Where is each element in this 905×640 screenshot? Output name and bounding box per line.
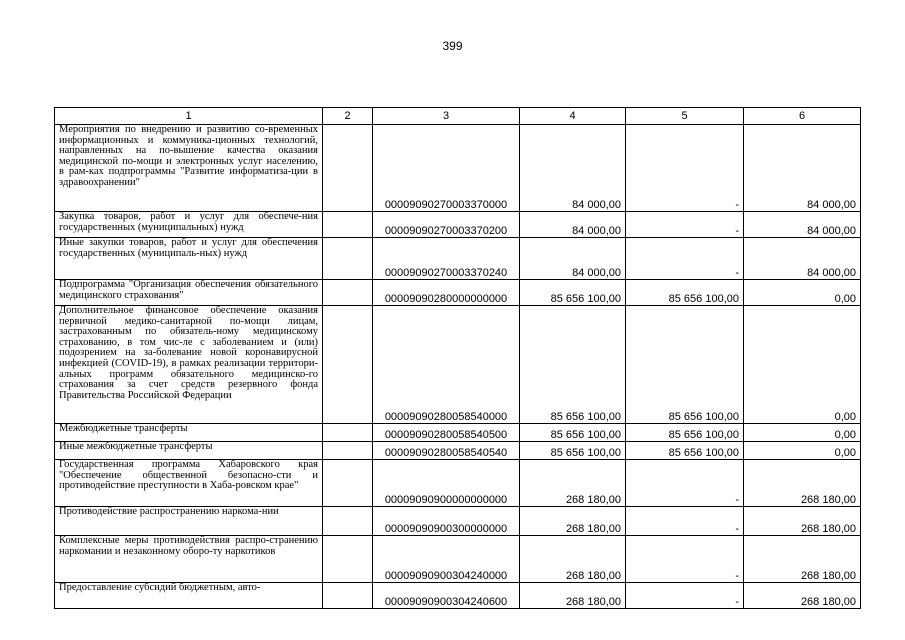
row-col6-cell: 0,00 xyxy=(744,280,861,306)
table-row xyxy=(55,424,861,442)
row-col5-cell: - xyxy=(626,238,744,280)
row-name-cell: Иные межбюджетные трансферты xyxy=(55,442,323,460)
column-header: 3 xyxy=(373,108,520,125)
table-row xyxy=(55,306,861,424)
row-col6-cell: 84 000,00 xyxy=(744,125,861,212)
column-header: 2 xyxy=(323,108,373,125)
row-col6-cell: 268 180,00 xyxy=(744,583,861,609)
row-code-cell: 00009090270003370200 xyxy=(373,212,520,238)
row-col6-cell: 0,00 xyxy=(744,424,861,442)
row-name-cell: Предоставление субсидий бюджетным, авто- xyxy=(55,583,323,609)
row-col5-cell: 85 656 100,00 xyxy=(626,280,744,306)
table-row xyxy=(55,460,861,507)
column-header: 1 xyxy=(55,108,323,125)
row-col4-cell: 85 656 100,00 xyxy=(520,442,626,460)
row-name-cell: Дополнительное финансовое обеспечение оказания первичной медико-санитарной по-мощи лицам, застрахованным по обязатель-ному медицинскому страхованию, в том чис-ле с заболеванием и (или) подозрением на за-болевание новой коронавирусной инфекцией (COVID-19), в рамках реализации территори-альных программ обязательного медицинско-го страхования за счет средств резервного фонда Правительства Российской Федерации xyxy=(55,306,323,424)
column-header: 5 xyxy=(626,108,744,125)
row-name-cell: Комплексные меры противодействия распро-странению наркомании и незаконному оборо-ту наркотиков xyxy=(55,536,323,583)
row-col5-cell: 85 656 100,00 xyxy=(626,442,744,460)
row-code-cell: 00009090280000000000 xyxy=(373,280,520,306)
row-col2-cell xyxy=(323,460,373,507)
row-col6-cell: 0,00 xyxy=(744,442,861,460)
row-code-cell: 00009090900000000000 xyxy=(373,460,520,507)
row-name-cell: Иные закупки товаров, работ и услуг для обеспечения государственных (муниципаль-ных) нужд xyxy=(55,238,323,280)
row-name-cell: Закупка товаров, работ и услуг для обеспече-ния государственных (муниципальных) нужд xyxy=(55,212,323,238)
row-name-cell: Подпрограмма "Организация обеспечения обязательного медицинского страхования" xyxy=(55,280,323,306)
row-code-cell: 00009090900300000000 xyxy=(373,507,520,536)
table-row xyxy=(55,442,861,460)
row-col4-cell: 85 656 100,00 xyxy=(520,306,626,424)
row-col2-cell xyxy=(323,442,373,460)
table-row xyxy=(55,583,861,609)
row-code-cell: 00009090900304240600 xyxy=(373,583,520,609)
row-col2-cell xyxy=(323,306,373,424)
table-body xyxy=(55,125,861,609)
row-col6-cell: 0,00 xyxy=(744,306,861,424)
budget-table xyxy=(54,107,861,609)
row-col5-cell: 85 656 100,00 xyxy=(626,424,744,442)
row-name-cell: Межбюджетные трансферты xyxy=(55,424,323,442)
row-col2-cell xyxy=(323,424,373,442)
table-row xyxy=(55,536,861,583)
table-row xyxy=(55,507,861,536)
row-col2-cell xyxy=(323,125,373,212)
row-col4-cell: 268 180,00 xyxy=(520,507,626,536)
row-col6-cell: 84 000,00 xyxy=(744,212,861,238)
row-col2-cell xyxy=(323,536,373,583)
page-number: 399 xyxy=(442,39,463,53)
table-header xyxy=(55,108,861,125)
row-name-cell: Мероприятия по внедрению и развитию со-временных информационных и коммуника-ционных технологий, направленных на по-вышение качества оказания медицинской по-мощи и электронных услуг населению, в рам-ках подпрограммы "Развитие информатиза-ции в здравоохранении" xyxy=(55,125,323,212)
row-col2-cell xyxy=(323,583,373,609)
row-col5-cell: - xyxy=(626,460,744,507)
row-col4-cell: 85 656 100,00 xyxy=(520,280,626,306)
row-code-cell: 00009090900304240000 xyxy=(373,536,520,583)
row-col6-cell: 268 180,00 xyxy=(744,507,861,536)
row-col5-cell: - xyxy=(626,212,744,238)
table-row xyxy=(55,212,861,238)
column-header: 4 xyxy=(520,108,626,125)
row-code-cell: 00009090280058540500 xyxy=(373,424,520,442)
table-row xyxy=(55,125,861,212)
row-name-cell: Противодействие распространению наркома-нии xyxy=(55,507,323,536)
row-col6-cell: 268 180,00 xyxy=(744,536,861,583)
header-row xyxy=(55,108,861,125)
row-code-cell: 00009090280058540000 xyxy=(373,306,520,424)
row-col5-cell: - xyxy=(626,125,744,212)
row-col4-cell: 268 180,00 xyxy=(520,583,626,609)
table-row xyxy=(55,280,861,306)
row-col4-cell: 268 180,00 xyxy=(520,536,626,583)
row-col6-cell: 268 180,00 xyxy=(744,460,861,507)
row-col5-cell: - xyxy=(626,583,744,609)
row-col2-cell xyxy=(323,238,373,280)
row-col5-cell: 85 656 100,00 xyxy=(626,306,744,424)
row-col6-cell: 84 000,00 xyxy=(744,238,861,280)
row-col4-cell: 84 000,00 xyxy=(520,212,626,238)
row-code-cell: 00009090270003370240 xyxy=(373,238,520,280)
row-code-cell: 00009090270003370000 xyxy=(373,125,520,212)
row-name-cell: Государственная программа Хабаровского края "Обеспечение общественной безопасно-сти и противодействие преступности в Хаба-ровском крае" xyxy=(55,460,323,507)
row-col2-cell xyxy=(323,280,373,306)
row-code-cell: 00009090280058540540 xyxy=(373,442,520,460)
row-col4-cell: 85 656 100,00 xyxy=(520,424,626,442)
row-col2-cell xyxy=(323,212,373,238)
row-col5-cell: - xyxy=(626,507,744,536)
row-col5-cell: - xyxy=(626,536,744,583)
column-header: 6 xyxy=(744,108,861,125)
row-col2-cell xyxy=(323,507,373,536)
row-col4-cell: 84 000,00 xyxy=(520,238,626,280)
row-col4-cell: 84 000,00 xyxy=(520,125,626,212)
table-row xyxy=(55,238,861,280)
row-col4-cell: 268 180,00 xyxy=(520,460,626,507)
